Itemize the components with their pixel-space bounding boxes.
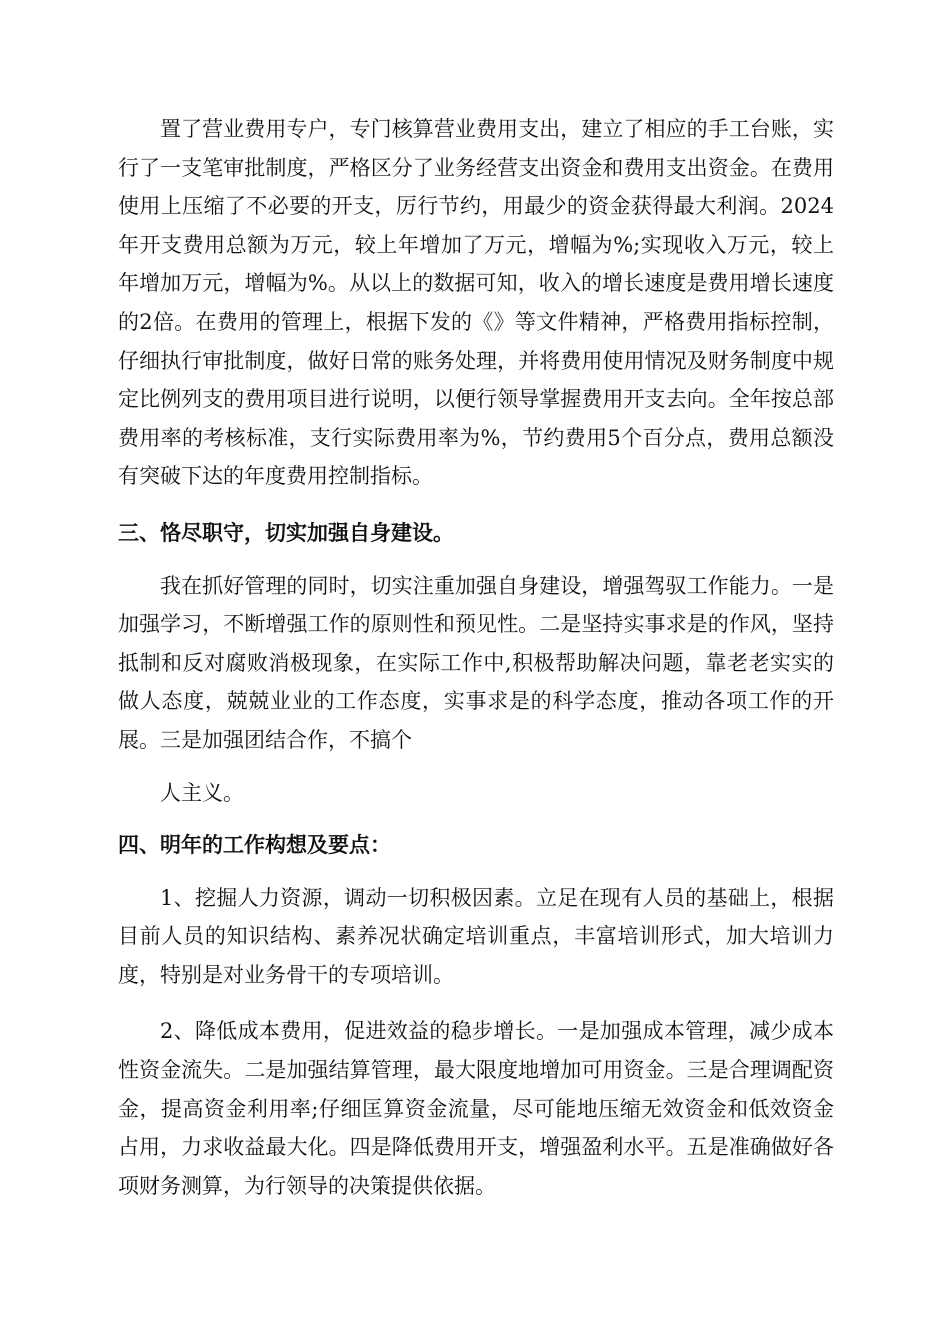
document-page <box>118 110 834 1205</box>
paragraph-expense-management: 置了营业费用专户，专门核算营业费用支出，建立了相应的手工台账，实行了一支笔审批制度，严格区分了业务经营支出资金和费用支出资金。在费用使用上压缩了不必要的开支，厉行节约，用最少的资金获得最大利润。2024年开支费用总额为万元，较上年增加了万元，增幅为%;实现收入万元，较上年增加万元，增幅为%。从以上的数据可知，收入的增长速度是费用增长速度的2倍。在费用的管理上，根据下发的《》等文件精神，严格费用指标控制，仔细执行审批制度，做好日常的账务处理，并将费用使用情况及财务制度中规定比例列支的费用项目进行说明，以便行领导掌握费用开支去向。全年按总部费用率的考核标准，支行实际费用率为%，节约费用5个百分点，费用总额没有突破下达的年度费用控制指标。 <box>118 117 834 489</box>
paragraph-self-building: 我在抓好管理的同时，切实注重加强自身建设，增强驾驭工作能力。一是加强学习，不断增强工作的原则性和预见性。二是坚持实事求是的作风，坚持抵制和反对腐败消极现象，在实际工作中,积极帮助解决问题，靠老老实实的做人态度，兢兢业业的工作态度，实事求是的科学态度，推动各项工作的开展。三是加强团结合作，不搞个 <box>118 573 834 752</box>
paragraph-continuation: 人主义。 <box>160 780 244 805</box>
section-heading-4: 四、明年的工作构想及要点： <box>118 833 391 858</box>
paragraph-item-1: 1、挖掘人力资源，调动一切积极因素。立足在现有人员的基础上，根据目前人员的知识结构、素养况状确定培训重点，丰富培训形式，加大培训力度，特别是对业务骨干的专项培训。 <box>118 885 834 987</box>
paragraph-item-2: 2、降低成本费用，促进效益的稳步增长。一是加强成本管理，减少成本性资金流失。二是加强结算管理，最大限度地增加可用资金。三是合理调配资金，提高资金利用率;仔细匡算资金流量，尽可能地压缩无效资金和低效资金占用，力求收益最大化。四是降低费用开支，增强盈利水平。五是准确做好各项财务测算，为行领导的决策提供依据。 <box>118 1019 834 1198</box>
section-heading-3: 三、恪尽职守，切实加强自身建设。 <box>118 520 454 545</box>
